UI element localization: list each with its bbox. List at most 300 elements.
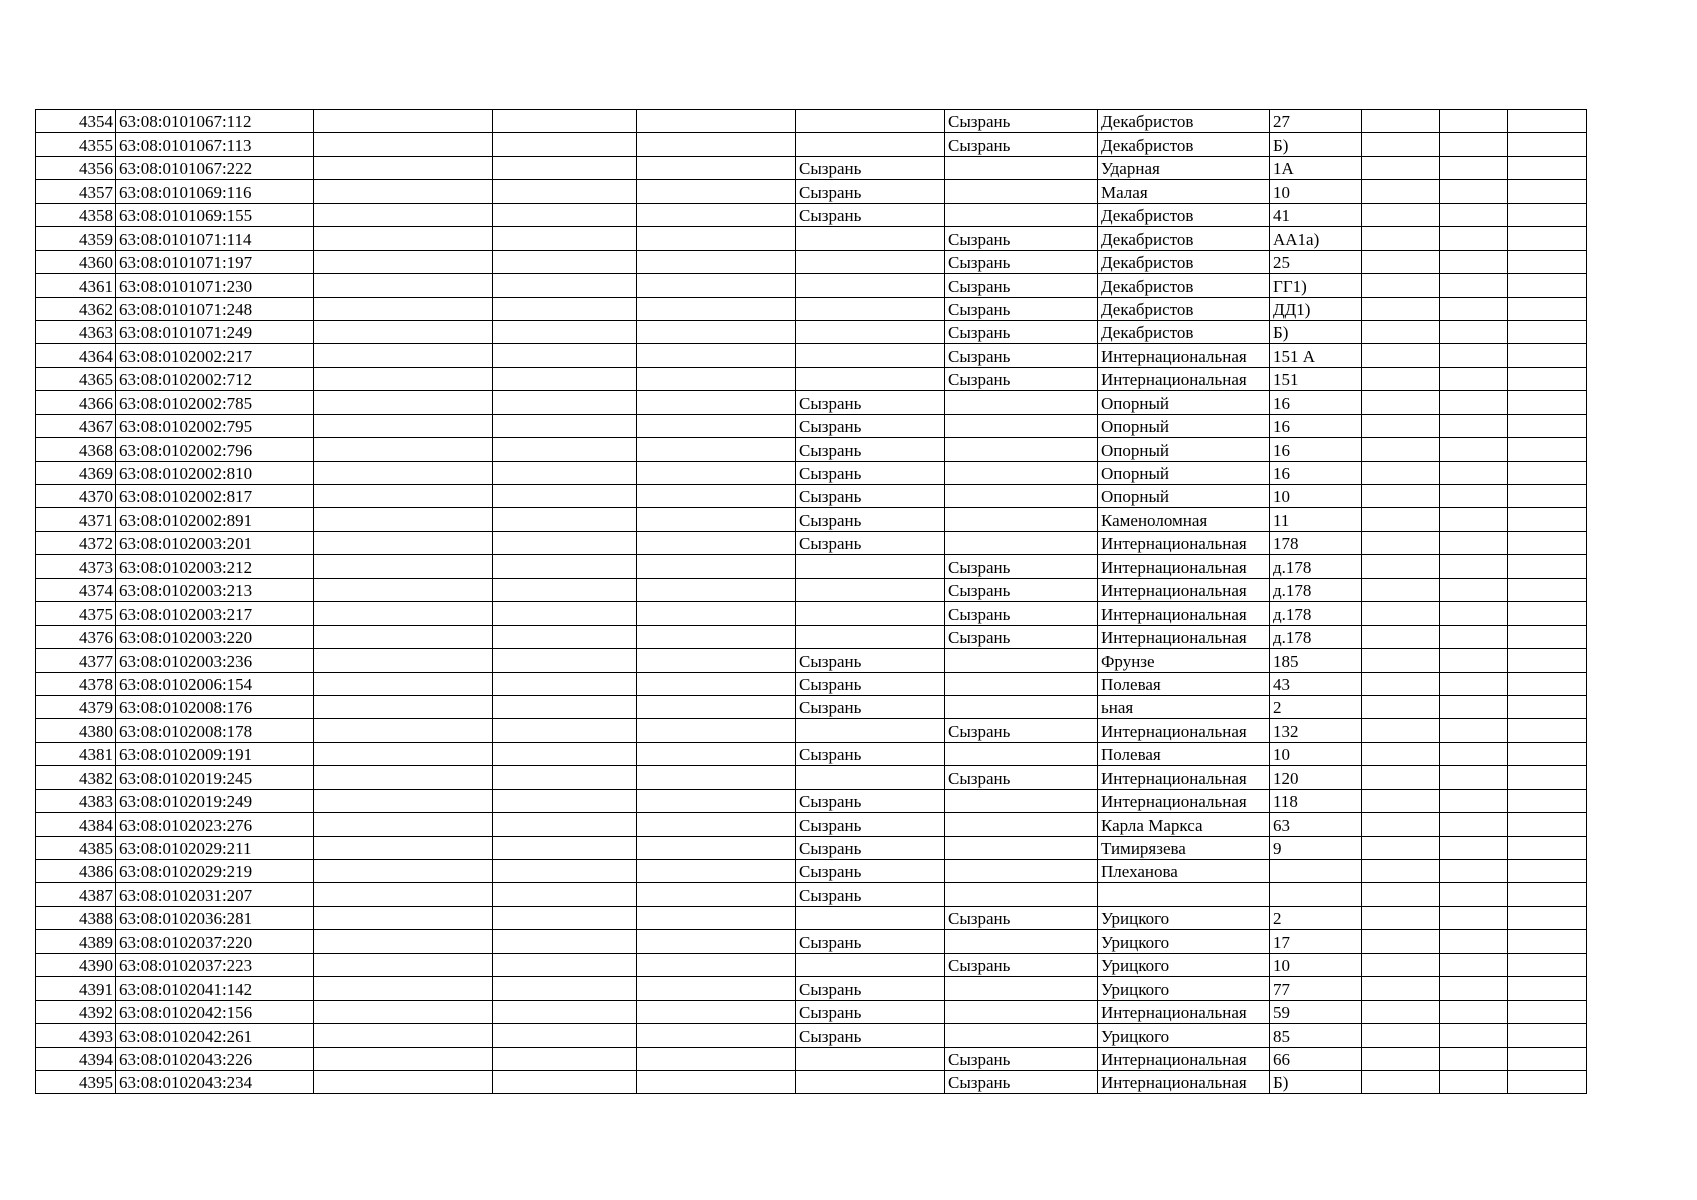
settlement-cell bbox=[945, 1024, 1098, 1047]
street-cell: Полевая bbox=[1098, 742, 1270, 765]
table-row bbox=[36, 555, 1587, 578]
cadastral-number-cell: 63:08:0102003:213 bbox=[116, 578, 314, 601]
empty-cell bbox=[1440, 274, 1508, 297]
house-cell: 63 bbox=[1270, 813, 1362, 836]
table-row bbox=[36, 649, 1587, 672]
street-cell: Декабристов bbox=[1098, 297, 1270, 320]
cadastral-number-cell: 63:08:0102029:219 bbox=[116, 860, 314, 883]
table-row bbox=[36, 1047, 1587, 1070]
empty-cell bbox=[637, 555, 796, 578]
empty-cell bbox=[1440, 860, 1508, 883]
empty-cell bbox=[493, 1070, 637, 1093]
empty-cell bbox=[1362, 813, 1440, 836]
empty-cell bbox=[314, 180, 493, 203]
empty-cell bbox=[1440, 391, 1508, 414]
city-cell: Сызрань bbox=[796, 977, 945, 1000]
city-cell: Сызрань bbox=[796, 508, 945, 531]
empty-cell bbox=[1440, 742, 1508, 765]
empty-cell bbox=[1508, 344, 1587, 367]
empty-cell bbox=[637, 953, 796, 976]
house-cell: Б) bbox=[1270, 133, 1362, 156]
empty-cell bbox=[1362, 485, 1440, 508]
city-cell: Сызрань bbox=[796, 860, 945, 883]
empty-cell bbox=[637, 742, 796, 765]
empty-cell bbox=[1362, 578, 1440, 601]
settlement-cell: Сызрань bbox=[945, 1047, 1098, 1070]
cadastral-number-cell: 63:08:0101069:116 bbox=[116, 180, 314, 203]
empty-cell bbox=[1362, 461, 1440, 484]
empty-cell bbox=[637, 813, 796, 836]
house-cell: 41 bbox=[1270, 203, 1362, 226]
empty-cell bbox=[1508, 953, 1587, 976]
empty-cell bbox=[1362, 227, 1440, 250]
empty-cell bbox=[1440, 180, 1508, 203]
row-number-cell: 4382 bbox=[36, 766, 116, 789]
cadastral-number-cell: 63:08:0102019:249 bbox=[116, 789, 314, 812]
street-cell: Урицкого bbox=[1098, 906, 1270, 929]
empty-cell bbox=[1508, 367, 1587, 390]
empty-cell bbox=[314, 860, 493, 883]
street-cell: Интернациональная bbox=[1098, 1070, 1270, 1093]
table-row bbox=[36, 320, 1587, 343]
row-number-cell: 4376 bbox=[36, 625, 116, 648]
table-row bbox=[36, 508, 1587, 531]
empty-cell bbox=[1362, 1047, 1440, 1070]
row-number-cell: 4361 bbox=[36, 274, 116, 297]
row-number-cell: 4390 bbox=[36, 953, 116, 976]
house-cell: Б) bbox=[1270, 320, 1362, 343]
settlement-cell: Сызрань bbox=[945, 274, 1098, 297]
empty-cell bbox=[1508, 742, 1587, 765]
city-cell bbox=[796, 274, 945, 297]
empty-cell bbox=[637, 414, 796, 437]
empty-cell bbox=[493, 555, 637, 578]
empty-cell bbox=[1508, 789, 1587, 812]
empty-cell bbox=[1508, 649, 1587, 672]
settlement-cell bbox=[945, 391, 1098, 414]
empty-cell bbox=[1362, 203, 1440, 226]
empty-cell bbox=[637, 180, 796, 203]
empty-cell bbox=[1508, 133, 1587, 156]
empty-cell bbox=[637, 789, 796, 812]
cadastral-number-cell: 63:08:0101071:197 bbox=[116, 250, 314, 273]
row-number-cell: 4372 bbox=[36, 531, 116, 554]
cadastral-number-cell: 63:08:0102003:220 bbox=[116, 625, 314, 648]
row-number-cell: 4392 bbox=[36, 1000, 116, 1023]
empty-cell bbox=[1508, 485, 1587, 508]
city-cell: Сызрань bbox=[796, 485, 945, 508]
empty-cell bbox=[1362, 602, 1440, 625]
empty-cell bbox=[493, 367, 637, 390]
row-number-cell: 4366 bbox=[36, 391, 116, 414]
empty-cell bbox=[314, 906, 493, 929]
table-row bbox=[36, 1024, 1587, 1047]
empty-cell bbox=[1508, 250, 1587, 273]
empty-cell bbox=[493, 250, 637, 273]
table-row bbox=[36, 1070, 1587, 1093]
empty-cell bbox=[493, 625, 637, 648]
house-cell: 151 bbox=[1270, 367, 1362, 390]
table-row bbox=[36, 789, 1587, 812]
empty-cell bbox=[1440, 297, 1508, 320]
empty-cell bbox=[493, 414, 637, 437]
empty-cell bbox=[1362, 414, 1440, 437]
street-cell: Интернациональная bbox=[1098, 602, 1270, 625]
house-cell: ДД1) bbox=[1270, 297, 1362, 320]
house-cell: 16 bbox=[1270, 414, 1362, 437]
empty-cell bbox=[314, 250, 493, 273]
row-number-cell: 4373 bbox=[36, 555, 116, 578]
cadastral-number-cell: 63:08:0102031:207 bbox=[116, 883, 314, 906]
settlement-cell bbox=[945, 531, 1098, 554]
empty-cell bbox=[314, 578, 493, 601]
street-cell: Урицкого bbox=[1098, 930, 1270, 953]
city-cell: Сызрань bbox=[796, 414, 945, 437]
house-cell: д.178 bbox=[1270, 602, 1362, 625]
street-cell: Ударная bbox=[1098, 156, 1270, 179]
empty-cell bbox=[1508, 883, 1587, 906]
empty-cell bbox=[637, 110, 796, 133]
house-cell: 151 А bbox=[1270, 344, 1362, 367]
empty-cell bbox=[637, 297, 796, 320]
house-cell: 10 bbox=[1270, 180, 1362, 203]
empty-cell bbox=[1362, 133, 1440, 156]
empty-cell bbox=[1440, 227, 1508, 250]
settlement-cell: Сызрань bbox=[945, 953, 1098, 976]
empty-cell bbox=[1440, 414, 1508, 437]
street-cell: Интернациональная bbox=[1098, 555, 1270, 578]
settlement-cell: Сызрань bbox=[945, 906, 1098, 929]
empty-cell bbox=[1362, 906, 1440, 929]
table-row bbox=[36, 930, 1587, 953]
cadastral-number-cell: 63:08:0102002:795 bbox=[116, 414, 314, 437]
empty-cell bbox=[314, 953, 493, 976]
empty-cell bbox=[637, 1000, 796, 1023]
empty-cell bbox=[1362, 953, 1440, 976]
empty-cell bbox=[1362, 695, 1440, 718]
street-cell: Декабристов bbox=[1098, 133, 1270, 156]
settlement-cell: Сызрань bbox=[945, 367, 1098, 390]
empty-cell bbox=[1440, 977, 1508, 1000]
empty-cell bbox=[493, 1024, 637, 1047]
empty-cell bbox=[493, 860, 637, 883]
empty-cell bbox=[493, 508, 637, 531]
empty-cell bbox=[314, 461, 493, 484]
table-row bbox=[36, 180, 1587, 203]
house-cell: 10 bbox=[1270, 485, 1362, 508]
empty-cell bbox=[637, 672, 796, 695]
empty-cell bbox=[1508, 180, 1587, 203]
empty-cell bbox=[314, 156, 493, 179]
empty-cell bbox=[1440, 344, 1508, 367]
empty-cell bbox=[314, 1047, 493, 1070]
row-number-cell: 4377 bbox=[36, 649, 116, 672]
empty-cell bbox=[637, 203, 796, 226]
empty-cell bbox=[314, 742, 493, 765]
street-cell: Малая bbox=[1098, 180, 1270, 203]
empty-cell bbox=[1440, 672, 1508, 695]
empty-cell bbox=[314, 649, 493, 672]
empty-cell bbox=[1440, 133, 1508, 156]
settlement-cell: Сызрань bbox=[945, 719, 1098, 742]
settlement-cell bbox=[945, 485, 1098, 508]
street-cell: Интернациональная bbox=[1098, 766, 1270, 789]
settlement-cell: Сызрань bbox=[945, 625, 1098, 648]
empty-cell bbox=[314, 977, 493, 1000]
empty-cell bbox=[493, 578, 637, 601]
empty-cell bbox=[493, 531, 637, 554]
empty-cell bbox=[314, 531, 493, 554]
row-number-cell: 4374 bbox=[36, 578, 116, 601]
city-cell bbox=[796, 1047, 945, 1070]
empty-cell bbox=[637, 508, 796, 531]
cadastral-number-cell: 63:08:0102003:236 bbox=[116, 649, 314, 672]
cadastral-number-cell: 63:08:0101071:230 bbox=[116, 274, 314, 297]
house-cell: 10 bbox=[1270, 953, 1362, 976]
empty-cell bbox=[1508, 203, 1587, 226]
cadastral-number-cell: 63:08:0102037:223 bbox=[116, 953, 314, 976]
row-number-cell: 4378 bbox=[36, 672, 116, 695]
city-cell: Сызрань bbox=[796, 695, 945, 718]
empty-cell bbox=[637, 883, 796, 906]
city-cell bbox=[796, 1070, 945, 1093]
empty-cell bbox=[1508, 719, 1587, 742]
city-cell: Сызрань bbox=[796, 789, 945, 812]
city-cell: Сызрань bbox=[796, 438, 945, 461]
city-cell bbox=[796, 625, 945, 648]
row-number-cell: 4364 bbox=[36, 344, 116, 367]
empty-cell bbox=[637, 391, 796, 414]
table-row bbox=[36, 203, 1587, 226]
empty-cell bbox=[1362, 110, 1440, 133]
table-row bbox=[36, 438, 1587, 461]
table-row bbox=[36, 813, 1587, 836]
house-cell: 120 bbox=[1270, 766, 1362, 789]
table-row bbox=[36, 156, 1587, 179]
city-cell: Сызрань bbox=[796, 391, 945, 414]
street-cell: Полевая bbox=[1098, 672, 1270, 695]
city-cell bbox=[796, 297, 945, 320]
empty-cell bbox=[1362, 1000, 1440, 1023]
house-cell: 1А bbox=[1270, 156, 1362, 179]
house-cell: 27 bbox=[1270, 110, 1362, 133]
row-number-cell: 4384 bbox=[36, 813, 116, 836]
empty-cell bbox=[314, 695, 493, 718]
table-row bbox=[36, 461, 1587, 484]
empty-cell bbox=[1440, 789, 1508, 812]
cadastral-number-cell: 63:08:0101067:222 bbox=[116, 156, 314, 179]
cadastral-number-cell: 63:08:0102008:178 bbox=[116, 719, 314, 742]
table-row bbox=[36, 1000, 1587, 1023]
empty-cell bbox=[314, 391, 493, 414]
settlement-cell bbox=[945, 742, 1098, 765]
street-cell: Интернациональная bbox=[1098, 625, 1270, 648]
empty-cell bbox=[493, 320, 637, 343]
empty-cell bbox=[1362, 1024, 1440, 1047]
empty-cell bbox=[1508, 438, 1587, 461]
empty-cell bbox=[314, 367, 493, 390]
city-cell: Сызрань bbox=[796, 203, 945, 226]
empty-cell bbox=[493, 227, 637, 250]
empty-cell bbox=[314, 766, 493, 789]
empty-cell bbox=[637, 766, 796, 789]
empty-cell bbox=[1508, 836, 1587, 859]
empty-cell bbox=[314, 836, 493, 859]
row-number-cell: 4355 bbox=[36, 133, 116, 156]
cadastral-number-cell: 63:08:0102023:276 bbox=[116, 813, 314, 836]
house-cell: Б) bbox=[1270, 1070, 1362, 1093]
city-cell bbox=[796, 344, 945, 367]
empty-cell bbox=[1508, 414, 1587, 437]
row-number-cell: 4367 bbox=[36, 414, 116, 437]
empty-cell bbox=[1440, 203, 1508, 226]
city-cell bbox=[796, 555, 945, 578]
empty-cell bbox=[1440, 1070, 1508, 1093]
empty-cell bbox=[314, 133, 493, 156]
empty-cell bbox=[1440, 438, 1508, 461]
empty-cell bbox=[314, 883, 493, 906]
settlement-cell bbox=[945, 860, 1098, 883]
empty-cell bbox=[1440, 508, 1508, 531]
empty-cell bbox=[1440, 930, 1508, 953]
empty-cell bbox=[1440, 1000, 1508, 1023]
empty-cell bbox=[1508, 297, 1587, 320]
house-cell bbox=[1270, 883, 1362, 906]
empty-cell bbox=[493, 391, 637, 414]
settlement-cell: Сызрань bbox=[945, 110, 1098, 133]
empty-cell bbox=[1362, 250, 1440, 273]
empty-cell bbox=[1440, 766, 1508, 789]
city-cell: Сызрань bbox=[796, 836, 945, 859]
empty-cell bbox=[493, 110, 637, 133]
empty-cell bbox=[493, 906, 637, 929]
city-cell: Сызрань bbox=[796, 156, 945, 179]
row-number-cell: 4356 bbox=[36, 156, 116, 179]
empty-cell bbox=[637, 531, 796, 554]
cadastral-number-cell: 63:08:0101069:155 bbox=[116, 203, 314, 226]
street-cell: Плеханова bbox=[1098, 860, 1270, 883]
row-number-cell: 4388 bbox=[36, 906, 116, 929]
house-cell: 9 bbox=[1270, 836, 1362, 859]
empty-cell bbox=[314, 274, 493, 297]
empty-cell bbox=[637, 274, 796, 297]
settlement-cell: Сызрань bbox=[945, 344, 1098, 367]
empty-cell bbox=[1508, 625, 1587, 648]
empty-cell bbox=[1362, 320, 1440, 343]
empty-cell bbox=[314, 344, 493, 367]
empty-cell bbox=[493, 836, 637, 859]
table-row bbox=[36, 719, 1587, 742]
empty-cell bbox=[493, 953, 637, 976]
house-cell: 118 bbox=[1270, 789, 1362, 812]
empty-cell bbox=[493, 602, 637, 625]
empty-cell bbox=[1362, 531, 1440, 554]
cadastral-number-cell: 63:08:0102019:245 bbox=[116, 766, 314, 789]
settlement-cell bbox=[945, 438, 1098, 461]
street-cell: Интернациональная bbox=[1098, 367, 1270, 390]
empty-cell bbox=[1508, 156, 1587, 179]
city-cell: Сызрань bbox=[796, 813, 945, 836]
row-number-cell: 4394 bbox=[36, 1047, 116, 1070]
empty-cell bbox=[637, 930, 796, 953]
empty-cell bbox=[637, 250, 796, 273]
street-cell: Опорный bbox=[1098, 391, 1270, 414]
empty-cell bbox=[1362, 672, 1440, 695]
empty-cell bbox=[314, 227, 493, 250]
empty-cell bbox=[1362, 438, 1440, 461]
table-row bbox=[36, 250, 1587, 273]
empty-cell bbox=[637, 367, 796, 390]
empty-cell bbox=[1362, 836, 1440, 859]
empty-cell bbox=[1362, 391, 1440, 414]
street-cell bbox=[1098, 883, 1270, 906]
cadastral-number-cell: 63:08:0102008:176 bbox=[116, 695, 314, 718]
empty-cell bbox=[493, 672, 637, 695]
empty-cell bbox=[637, 438, 796, 461]
cadastral-number-cell: 63:08:0101071:114 bbox=[116, 227, 314, 250]
empty-cell bbox=[1440, 110, 1508, 133]
house-cell: д.178 bbox=[1270, 555, 1362, 578]
row-number-cell: 4393 bbox=[36, 1024, 116, 1047]
table-row bbox=[36, 977, 1587, 1000]
row-number-cell: 4381 bbox=[36, 742, 116, 765]
empty-cell bbox=[637, 461, 796, 484]
house-cell: д.178 bbox=[1270, 578, 1362, 601]
empty-cell bbox=[314, 672, 493, 695]
cadastral-number-cell: 63:08:0102002:217 bbox=[116, 344, 314, 367]
row-number-cell: 4354 bbox=[36, 110, 116, 133]
empty-cell bbox=[637, 1047, 796, 1070]
empty-cell bbox=[1440, 602, 1508, 625]
empty-cell bbox=[314, 297, 493, 320]
cadastral-number-cell: 63:08:0101071:249 bbox=[116, 320, 314, 343]
empty-cell bbox=[493, 789, 637, 812]
street-cell: Каменоломная bbox=[1098, 508, 1270, 531]
settlement-cell bbox=[945, 813, 1098, 836]
table-row bbox=[36, 742, 1587, 765]
empty-cell bbox=[1362, 180, 1440, 203]
empty-cell bbox=[493, 649, 637, 672]
street-cell: Декабристов bbox=[1098, 250, 1270, 273]
empty-cell bbox=[493, 438, 637, 461]
cadastral-number-cell: 63:08:0101071:248 bbox=[116, 297, 314, 320]
empty-cell bbox=[637, 156, 796, 179]
settlement-cell: Сызрань bbox=[945, 250, 1098, 273]
table-row bbox=[36, 227, 1587, 250]
cadastral-number-cell: 63:08:0102009:191 bbox=[116, 742, 314, 765]
city-cell: Сызрань bbox=[796, 1024, 945, 1047]
registry-table bbox=[35, 109, 1587, 1094]
settlement-cell: Сызрань bbox=[945, 297, 1098, 320]
settlement-cell bbox=[945, 789, 1098, 812]
street-cell: Декабристов bbox=[1098, 203, 1270, 226]
empty-cell bbox=[637, 719, 796, 742]
empty-cell bbox=[1440, 625, 1508, 648]
house-cell: 66 bbox=[1270, 1047, 1362, 1070]
row-number-cell: 4386 bbox=[36, 860, 116, 883]
empty-cell bbox=[1508, 672, 1587, 695]
empty-cell bbox=[314, 1024, 493, 1047]
empty-cell bbox=[314, 625, 493, 648]
table-row bbox=[36, 906, 1587, 929]
cadastral-number-cell: 63:08:0102002:891 bbox=[116, 508, 314, 531]
settlement-cell bbox=[945, 695, 1098, 718]
empty-cell bbox=[493, 203, 637, 226]
house-cell: ГГ1) bbox=[1270, 274, 1362, 297]
table-row bbox=[36, 625, 1587, 648]
house-cell: 2 bbox=[1270, 695, 1362, 718]
house-cell: 10 bbox=[1270, 742, 1362, 765]
